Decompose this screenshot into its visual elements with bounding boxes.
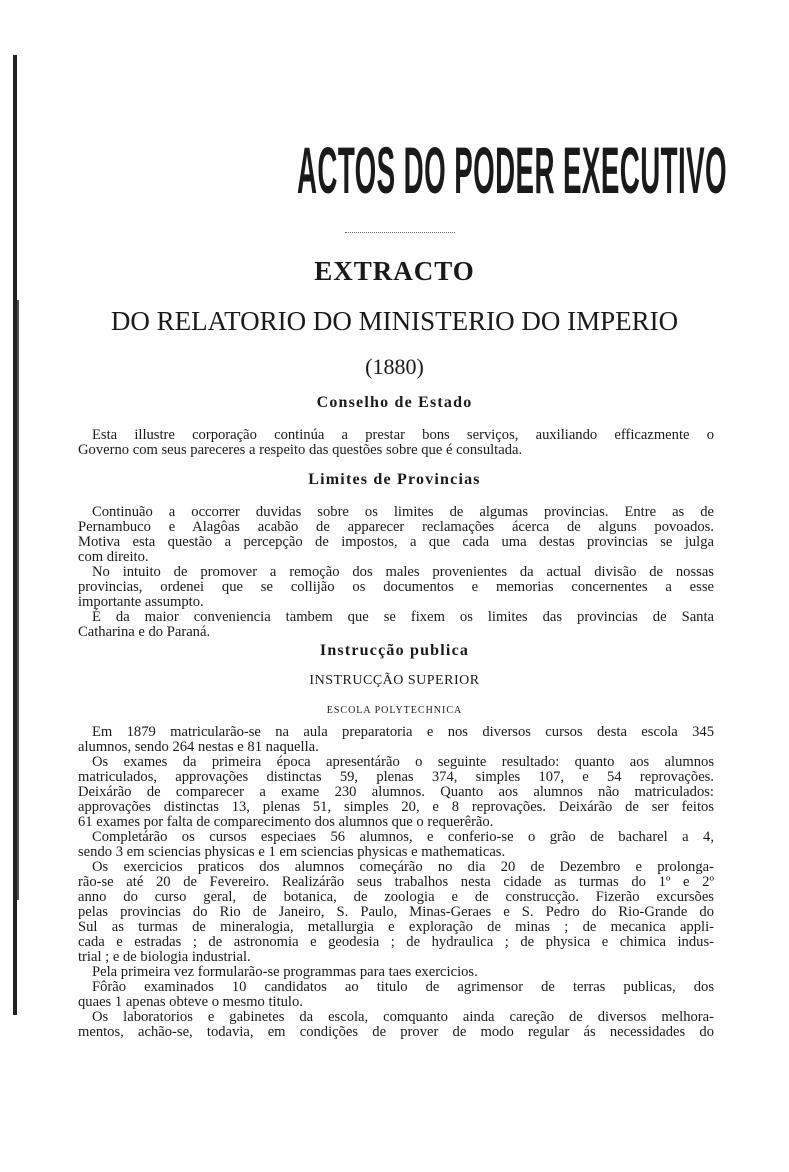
text-line: Em 1879 matricularão-se na aula preparatoria e nos diversos cursos desta escola 345 (92, 724, 714, 740)
paragraph (78, 755, 714, 830)
text-line: Pela primeira vez formularão-se programmas para taes exercicios. (92, 964, 478, 980)
text-line: alumnos, sendo 264 nestas e 81 naquella. (78, 739, 319, 755)
document-year: (1880) (365, 354, 424, 379)
text-line: No intuito de promover a remoção dos males provenientes da actual divisão de nossas (92, 564, 714, 580)
paragraph (78, 725, 714, 755)
text-line: Os exames da primeira época apresentárão o seguinte resultado: quanto aos alumnos (92, 754, 714, 770)
text-line: sendo 3 em sciencias physicas e 1 em sciencias physicas e mathematicas. (78, 844, 506, 860)
section-body-limites (78, 505, 714, 640)
decorative-rule (345, 232, 455, 233)
document-subtitle: DO RELATORIO DO MINISTERIO DO IMPERIO (110, 306, 679, 336)
paragraph (78, 1010, 714, 1040)
text-line: cada e estradas ; de astronomia e geodesia ; de hydraulica ; de physica e chimica indus- (78, 934, 714, 950)
page-title (0, 132, 789, 208)
scan-edge-shadow-inner (17, 300, 19, 900)
paragraph (78, 965, 714, 980)
text-line: Motiva esta questão a percepção de impostos, a que cada uma destas provincias se julga (78, 534, 714, 550)
text-line: Governo com seus pareceres a respeito das questões sobre que é consultada. (78, 442, 523, 458)
section-heading-limites: Limites de Provincias (308, 471, 481, 488)
text-line: Fôrão examinados 10 candidatos ao titulo de agrimensor de terras publicas, dos (92, 979, 714, 995)
text-line: É da maior conveniencia tambem que se fixem os limites das provincias de Santa (92, 609, 714, 625)
paragraph (78, 830, 714, 860)
text-line: 61 exames por falta de comparecimento dos alumnos que o requerêrão. (78, 814, 494, 830)
document-heading: EXTRACTO (314, 256, 475, 286)
text-line: approvações distinctas 13, plenas 51, simples 20, e 8 reprovações. Deixárão de ser feitos (78, 799, 714, 815)
text-line: Esta illustre corporação continúa a prestar bons serviços, auxiliando efficazmente o (92, 427, 714, 443)
text-line: Pernambuco e Alagôas acabão de apparecer reclamações ácerca de alguns povoados. (78, 519, 714, 535)
text-line: matriculados, approvações distinctas 59, plenas 374, simples 107, e 54 reprovações. (78, 769, 714, 785)
text-line: rão-se até 20 de Fevereiro. Realizárão seus trabalhos nesta cidade as turmas do 1º e 2º (78, 874, 714, 890)
paragraph (78, 565, 714, 610)
text-line: Completárão os cursos especiaes 56 alumnos, e conferio-se o grão de bacharel a 4, (92, 829, 714, 845)
text-line: Deixárão de comparecer a exame 230 alumnos. Quanto aos alumnos não matriculados: (78, 784, 714, 800)
subheading-escola-polytechnica: ESCOLA POLYTECHNICA (326, 705, 463, 716)
page-title-text: ACTOS DO PODER EXECUTIVO (296, 133, 727, 207)
text-line: Catharina e do Paraná. (78, 624, 211, 640)
text-line: Continuão a occorrer duvidas sobre os limites de algumas provincias. Entre as de (92, 504, 714, 520)
text-line: Sul as turmas de mineralogia, metallurgia e exploração de minas ; de mecanica appli- (78, 919, 714, 935)
text-line: Os laboratorios e gabinetes da escola, comquanto ainda careção de diversos melhora- (92, 1009, 714, 1025)
section-body-conselho (78, 428, 714, 458)
text-line: anno do curso geral, de botanica, de zoologia e de construcção. Fizerão excursões (78, 889, 714, 905)
text-line: Os exercicios praticos dos alumnos começárão no dia 20 de Dezembro e prolonga- (92, 859, 714, 875)
paragraph (78, 860, 714, 965)
paragraph (78, 610, 714, 640)
text-line: mentos, achão-se, todavia, em condições de prover de modo regular ás necessidades do (78, 1024, 714, 1040)
text-line: provincias, ordenei que se collijão os documentos e memorias concernentes a esse (78, 579, 714, 595)
text-line: trial ; e de biologia industrial. (78, 949, 251, 965)
paragraph (78, 505, 714, 565)
text-line: pelas provincias do Rio de Janeiro, S. Paulo, Minas-Geraes e S. Pedro do Rio-Grande do (78, 904, 714, 920)
section-heading-conselho: Conselho de Estado (316, 394, 473, 411)
section-heading-instruccao: Instrucção publica (319, 642, 470, 659)
section-body-instruccao (78, 725, 714, 1040)
paragraph (78, 980, 714, 1010)
text-line: com direito. (78, 549, 149, 565)
paragraph (78, 428, 714, 458)
text-line: quaes 1 apenas obteve o mesmo titulo. (78, 994, 303, 1010)
subheading-instruccao-superior: INSTRUCÇÃO SUPERIOR (309, 673, 480, 688)
text-line: importante assumpto. (78, 594, 204, 610)
